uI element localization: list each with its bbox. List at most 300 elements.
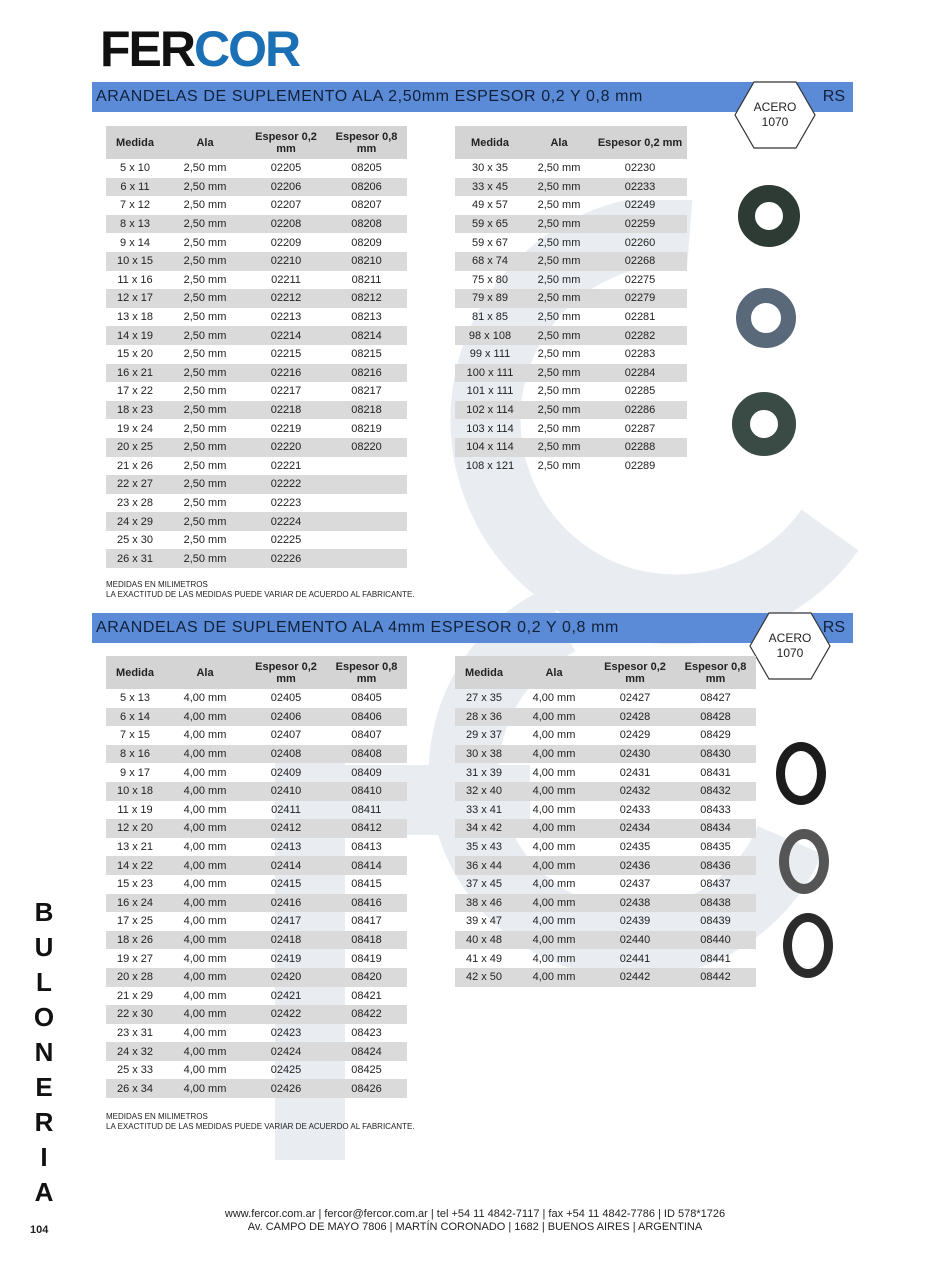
table-cell: 4,00 mm bbox=[513, 819, 595, 838]
table-cell: 08436 bbox=[675, 856, 756, 875]
table-cell: 2,50 mm bbox=[164, 549, 246, 568]
table-cell: 08440 bbox=[675, 931, 756, 950]
table-cell: 32 x 40 bbox=[455, 782, 513, 801]
table-row bbox=[455, 875, 756, 894]
table-row bbox=[106, 801, 407, 820]
washer-photo-2 bbox=[736, 288, 796, 348]
table-cell: 02224 bbox=[246, 512, 326, 531]
table-cell: 08431 bbox=[700, 766, 731, 779]
table-cell: 104 x 114 bbox=[455, 438, 525, 457]
table-row bbox=[106, 1079, 407, 1098]
table-cell: 02435 bbox=[619, 841, 651, 854]
table-row bbox=[455, 438, 687, 457]
table-cell: 20 x 28 bbox=[106, 968, 164, 987]
table-cell: 08429 bbox=[700, 729, 731, 742]
table-row bbox=[106, 1042, 407, 1061]
table-cell: 29 x 37 bbox=[465, 729, 503, 742]
table-row bbox=[455, 894, 756, 913]
table-cell: 08405 bbox=[351, 692, 382, 705]
table-cell: 02416 bbox=[246, 894, 326, 913]
table-row bbox=[455, 949, 756, 968]
table-row bbox=[106, 763, 407, 782]
table-header-row bbox=[455, 656, 756, 689]
table-cell: 2,50 mm bbox=[537, 459, 581, 472]
table-cell: 4,00 mm bbox=[513, 931, 595, 950]
table-cell: 98 x 108 bbox=[455, 326, 525, 345]
table-cell: 2,50 mm bbox=[183, 385, 227, 398]
table-cell: 2,50 mm bbox=[164, 438, 246, 457]
table-row bbox=[455, 401, 687, 420]
table-cell: 26 x 34 bbox=[106, 1079, 164, 1098]
table-row bbox=[455, 233, 687, 252]
table-row bbox=[106, 475, 407, 494]
table-row bbox=[455, 215, 687, 234]
table-cell: 08220 bbox=[326, 438, 407, 457]
table-cell: 02419 bbox=[270, 952, 302, 965]
table-cell: 02414 bbox=[246, 856, 326, 875]
table-cell: 4,00 mm bbox=[513, 968, 595, 987]
table-row bbox=[106, 968, 407, 987]
table-cell: 6 x 11 bbox=[106, 178, 164, 197]
table-cell: 2,50 mm bbox=[537, 422, 581, 435]
side-category-label bbox=[30, 895, 58, 1210]
table-row bbox=[106, 875, 407, 894]
table-cell: 02407 bbox=[270, 729, 302, 742]
table-row bbox=[106, 419, 407, 438]
table-cell: 02426 bbox=[246, 1079, 326, 1098]
table-cell: 02437 bbox=[619, 878, 651, 891]
table-cell: 02428 bbox=[595, 708, 675, 727]
table-cell: 2,50 mm bbox=[537, 162, 581, 175]
table-cell: 08415 bbox=[351, 878, 382, 891]
table-row bbox=[106, 159, 407, 178]
section-2-right-table bbox=[455, 656, 756, 987]
table-cell: 59 x 67 bbox=[471, 236, 509, 249]
section-1-note bbox=[106, 580, 415, 600]
table-row bbox=[106, 345, 407, 364]
table-cell: 08219 bbox=[351, 422, 382, 435]
table-row bbox=[106, 178, 407, 197]
table-cell: 08441 bbox=[700, 952, 731, 965]
table-row bbox=[455, 457, 687, 476]
table-cell: 4,00 mm bbox=[532, 803, 576, 816]
table-cell: 2,50 mm bbox=[537, 273, 581, 286]
table-cell: 08418 bbox=[326, 931, 407, 950]
table-cell: 02279 bbox=[593, 289, 687, 308]
table-cell bbox=[326, 494, 407, 513]
table-row bbox=[455, 819, 756, 838]
table-cell: 41 x 49 bbox=[465, 952, 503, 965]
table-cell: 49 x 57 bbox=[471, 199, 509, 212]
table-cell: 42 x 50 bbox=[455, 968, 513, 987]
table-cell: 02259 bbox=[593, 215, 687, 234]
table-cell: 12 x 20 bbox=[106, 819, 164, 838]
section-1-right-table bbox=[455, 126, 687, 475]
table-cell: 28 x 36 bbox=[455, 708, 513, 727]
column-header: Medida bbox=[106, 126, 164, 159]
table-cell: 2,50 mm bbox=[537, 385, 581, 398]
table-cell: 11 x 19 bbox=[117, 803, 153, 816]
table-cell: 2,50 mm bbox=[537, 348, 581, 361]
table-cell: 4,00 mm bbox=[513, 894, 595, 913]
table-cell: 08213 bbox=[351, 311, 382, 324]
table-cell: 4,00 mm bbox=[183, 766, 227, 779]
table-cell: 9 x 17 bbox=[120, 766, 150, 779]
table-cell: 33 x 45 bbox=[455, 178, 525, 197]
table-cell: 02412 bbox=[246, 819, 326, 838]
table-cell: 08417 bbox=[351, 915, 382, 928]
side-label-letter: B bbox=[34, 897, 54, 927]
table-row bbox=[106, 1024, 407, 1043]
table-row bbox=[455, 912, 756, 931]
table-cell: 02268 bbox=[593, 252, 687, 271]
section-1-title: ARANDELAS DE SUPLEMENTO ALA 2,50mm ESPESOR 0,2 Y 0,8 mm bbox=[96, 88, 643, 105]
table-cell: 08426 bbox=[326, 1079, 407, 1098]
table-cell: 2,50 mm bbox=[525, 178, 593, 197]
table-cell: 02216 bbox=[246, 364, 326, 383]
table-cell: 02422 bbox=[246, 1005, 326, 1024]
table-cell: 4,00 mm bbox=[164, 745, 246, 764]
table-cell: 31 x 39 bbox=[465, 766, 503, 779]
table-row bbox=[455, 763, 756, 782]
side-label-letter: R bbox=[34, 1107, 54, 1137]
section-1-note-line1: MEDIDAS EN MILIMETROS bbox=[106, 580, 208, 589]
table-row bbox=[106, 708, 407, 727]
table-cell: 02286 bbox=[593, 401, 687, 420]
table-row bbox=[455, 382, 687, 401]
table-header-row bbox=[106, 126, 407, 159]
column-header: Ala bbox=[525, 126, 593, 159]
table-cell: 08428 bbox=[675, 708, 756, 727]
table-cell: 26 x 31 bbox=[106, 549, 164, 568]
table-cell: 12 x 17 bbox=[106, 289, 164, 308]
table-cell: 08407 bbox=[351, 729, 382, 742]
table-cell: 02405 bbox=[270, 692, 302, 705]
table-cell: 02429 bbox=[619, 729, 651, 742]
table-cell: 08406 bbox=[326, 708, 407, 727]
table-cell: 2,50 mm bbox=[164, 475, 246, 494]
section-2-note-line2: LA EXACTITUD DE LAS MEDIDAS PUEDE VARIAR DE ACUERDO AL FABRICANTE. bbox=[106, 1122, 415, 1131]
table-cell: 2,50 mm bbox=[525, 438, 593, 457]
table-cell: 08420 bbox=[326, 968, 407, 987]
side-label-letter: A bbox=[34, 1177, 54, 1207]
table-row bbox=[106, 289, 407, 308]
table-row bbox=[106, 838, 407, 857]
table-cell: 4,00 mm bbox=[164, 782, 246, 801]
table-cell: 02207 bbox=[270, 199, 302, 212]
table-cell: 4,00 mm bbox=[183, 952, 227, 965]
table-row bbox=[455, 196, 687, 215]
table-row bbox=[106, 494, 407, 513]
table-cell: 08438 bbox=[675, 894, 756, 913]
table-cell: 4,00 mm bbox=[513, 745, 595, 764]
table-cell: 02288 bbox=[593, 438, 687, 457]
table-cell: 30 x 35 bbox=[471, 162, 509, 175]
table-cell: 02220 bbox=[246, 438, 326, 457]
table-cell: 08412 bbox=[326, 819, 407, 838]
table-cell: 02425 bbox=[270, 1064, 302, 1077]
table-cell: 25 x 30 bbox=[116, 534, 154, 547]
table-cell: 02206 bbox=[246, 178, 326, 197]
footer bbox=[150, 1208, 800, 1234]
section-2-code: RS bbox=[822, 619, 845, 636]
section-1-left-table bbox=[106, 126, 407, 568]
table-cell: 37 x 45 bbox=[465, 878, 503, 891]
table-row bbox=[455, 968, 756, 987]
table-cell: 2,50 mm bbox=[164, 178, 246, 197]
table-cell: 4,00 mm bbox=[164, 931, 246, 950]
table-cell bbox=[326, 457, 407, 476]
table-row bbox=[106, 856, 407, 875]
table-cell: 02440 bbox=[595, 931, 675, 950]
table-cell: 6 x 14 bbox=[106, 708, 164, 727]
table-cell: 02408 bbox=[246, 745, 326, 764]
table-cell: 2,50 mm bbox=[183, 236, 227, 249]
table-cell: 4,00 mm bbox=[164, 819, 246, 838]
table-cell: 81 x 85 bbox=[471, 311, 509, 324]
table-row bbox=[106, 326, 407, 345]
table-cell: 38 x 46 bbox=[455, 894, 513, 913]
table-cell: 4,00 mm bbox=[164, 894, 246, 913]
table-row bbox=[106, 252, 407, 271]
table-cell: 02427 bbox=[619, 692, 651, 705]
table-cell: 20 x 25 bbox=[106, 438, 164, 457]
table-cell: 101 x 111 bbox=[466, 385, 514, 398]
table-cell: 02287 bbox=[624, 422, 656, 435]
table-cell: 02284 bbox=[593, 364, 687, 383]
table-cell: 02211 bbox=[271, 273, 301, 286]
table-cell: 8 x 13 bbox=[106, 215, 164, 234]
table-cell: 4,00 mm bbox=[513, 708, 595, 727]
table-row bbox=[106, 308, 407, 327]
table-row bbox=[106, 689, 407, 708]
column-header: Ala bbox=[164, 126, 246, 159]
table-cell: 2,50 mm bbox=[164, 401, 246, 420]
table-cell bbox=[326, 549, 407, 568]
table-row bbox=[106, 364, 407, 383]
table-row bbox=[455, 308, 687, 327]
table-cell: 34 x 42 bbox=[455, 819, 513, 838]
table-cell: 08437 bbox=[700, 878, 731, 891]
table-cell: 16 x 24 bbox=[106, 894, 164, 913]
table-cell: 2,50 mm bbox=[183, 348, 227, 361]
table-cell: 02222 bbox=[246, 475, 326, 494]
section-1-code: RS bbox=[822, 88, 845, 105]
table-cell: 08408 bbox=[326, 745, 407, 764]
table-row bbox=[455, 931, 756, 950]
table-cell: 19 x 24 bbox=[116, 422, 154, 435]
column-header: Medida bbox=[455, 656, 513, 689]
table-header-row bbox=[455, 126, 687, 159]
table-cell: 4,00 mm bbox=[183, 878, 227, 891]
table-cell: 27 x 35 bbox=[465, 692, 503, 705]
table-cell: 5 x 13 bbox=[120, 692, 150, 705]
table-row bbox=[455, 689, 756, 708]
table-cell: 10 x 18 bbox=[106, 782, 164, 801]
table-row bbox=[106, 531, 407, 550]
table-cell: 02213 bbox=[270, 311, 302, 324]
table-cell: 02219 bbox=[270, 422, 302, 435]
table-cell: 2,50 mm bbox=[183, 162, 227, 175]
table-cell: 02413 bbox=[270, 841, 302, 854]
table-cell: 08433 bbox=[700, 803, 731, 816]
table-cell: 08216 bbox=[326, 364, 407, 383]
table-row bbox=[455, 289, 687, 308]
table-cell: 02285 bbox=[624, 385, 656, 398]
table-cell: 4,00 mm bbox=[513, 782, 595, 801]
table-cell: 4,00 mm bbox=[532, 841, 576, 854]
table-cell: 08416 bbox=[326, 894, 407, 913]
table-row bbox=[455, 364, 687, 383]
table-cell: 33 x 41 bbox=[465, 803, 503, 816]
section-1-note-line2: LA EXACTITUD DE LAS MEDIDAS PUEDE VARIAR DE ACUERDO AL FABRICANTE. bbox=[106, 590, 415, 599]
table-row bbox=[455, 252, 687, 271]
table-cell: 2,50 mm bbox=[537, 236, 581, 249]
table-row bbox=[106, 987, 407, 1006]
table-cell: 4,00 mm bbox=[513, 856, 595, 875]
table-cell: 24 x 29 bbox=[106, 512, 164, 531]
table-row bbox=[455, 159, 687, 178]
footer-address: Av. CAMPO DE MAYO 7806 | MARTÍN CORONADO | 1682 | BUENOS AIRES | ARGENTINA bbox=[247, 1221, 703, 1233]
table-cell: 4,00 mm bbox=[532, 729, 576, 742]
table-cell: 2,50 mm bbox=[183, 311, 227, 324]
section-1-material-grade: 1070 bbox=[761, 115, 789, 129]
table-cell: 08422 bbox=[326, 1005, 407, 1024]
table-cell: 36 x 44 bbox=[455, 856, 513, 875]
table-row bbox=[455, 838, 756, 857]
table-cell: 08206 bbox=[326, 178, 407, 197]
table-cell: 02223 bbox=[270, 496, 302, 509]
section-2-header-band bbox=[92, 613, 853, 643]
table-cell: 02439 bbox=[619, 915, 651, 928]
table-cell: 4,00 mm bbox=[532, 766, 576, 779]
table-cell: 2,50 mm bbox=[525, 252, 593, 271]
table-cell: 02423 bbox=[270, 1026, 302, 1039]
table-cell: 02432 bbox=[595, 782, 675, 801]
table-cell bbox=[326, 531, 407, 550]
column-header: Espesor 0,2 mm bbox=[595, 656, 675, 689]
table-row bbox=[106, 726, 407, 745]
table-cell: 4,00 mm bbox=[164, 1005, 246, 1024]
table-cell: 02424 bbox=[246, 1042, 326, 1061]
table-cell: 4,00 mm bbox=[183, 989, 227, 1002]
table-cell: 08214 bbox=[326, 326, 407, 345]
table-row bbox=[455, 801, 756, 820]
table-cell: 02210 bbox=[246, 252, 326, 271]
table-row bbox=[455, 178, 687, 197]
table-cell: 02212 bbox=[246, 289, 326, 308]
table-row bbox=[106, 457, 407, 476]
column-header: Ala bbox=[513, 656, 595, 689]
section-2-title: ARANDELAS DE SUPLEMENTO ALA 4mm ESPESOR 0,2 Y 0,8 mm bbox=[96, 619, 619, 636]
table-cell: 02275 bbox=[624, 273, 656, 286]
section-2-note-line1: MEDIDAS EN MILIMETROS bbox=[106, 1112, 208, 1121]
table-cell: 02208 bbox=[246, 215, 326, 234]
table-cell bbox=[326, 475, 407, 494]
table-cell: 2,50 mm bbox=[537, 311, 581, 324]
table-cell: 02442 bbox=[595, 968, 675, 987]
table-cell: 08442 bbox=[675, 968, 756, 987]
brand-logo bbox=[100, 21, 300, 77]
side-label-letter: U bbox=[34, 932, 54, 962]
table-cell: 75 x 80 bbox=[471, 273, 509, 286]
table-cell: 23 x 28 bbox=[116, 496, 154, 509]
table-row bbox=[455, 782, 756, 801]
table-cell: 08217 bbox=[351, 385, 382, 398]
table-cell bbox=[326, 512, 407, 531]
table-cell: 2,50 mm bbox=[164, 215, 246, 234]
table-cell: 02433 bbox=[619, 803, 651, 816]
table-cell: 4,00 mm bbox=[183, 803, 227, 816]
table-row bbox=[106, 549, 407, 568]
side-label-letter: L bbox=[36, 967, 52, 997]
table-cell: 08434 bbox=[675, 819, 756, 838]
table-cell: 9 x 14 bbox=[120, 236, 150, 249]
table-cell: 8 x 16 bbox=[106, 745, 164, 764]
column-header: Espesor 0,2 mm bbox=[593, 126, 687, 159]
table-row bbox=[106, 1061, 407, 1080]
table-cell: 22 x 30 bbox=[106, 1005, 164, 1024]
table-cell: 08427 bbox=[700, 692, 731, 705]
table-row bbox=[106, 401, 407, 420]
table-cell: 4,00 mm bbox=[532, 915, 576, 928]
table-row bbox=[455, 745, 756, 764]
footer-contact: www.fercor.com.ar | fercor@fercor.com.ar | tel +54 11 4842-7117 | fax +54 11 4842-7786 | ID 578*1726 bbox=[224, 1208, 726, 1220]
table-cell: 68 x 74 bbox=[455, 252, 525, 271]
table-cell: 4,00 mm bbox=[164, 1079, 246, 1098]
table-cell: 79 x 89 bbox=[455, 289, 525, 308]
table-cell: 4,00 mm bbox=[183, 1026, 227, 1039]
table-cell: 14 x 19 bbox=[106, 326, 164, 345]
table-cell: 59 x 65 bbox=[455, 215, 525, 234]
table-cell: 2,50 mm bbox=[525, 364, 593, 383]
table-cell: 08409 bbox=[351, 766, 382, 779]
table-cell: 02436 bbox=[595, 856, 675, 875]
table-cell: 08419 bbox=[351, 952, 382, 965]
table-row bbox=[455, 345, 687, 364]
table-cell: 40 x 48 bbox=[455, 931, 513, 950]
brand-logo-part2: COR bbox=[194, 21, 300, 77]
table-row bbox=[106, 1005, 407, 1024]
table-cell: 18 x 23 bbox=[106, 401, 164, 420]
washer-photo-4 bbox=[776, 742, 826, 805]
table-row bbox=[106, 215, 407, 234]
table-row bbox=[455, 726, 756, 745]
table-cell: 2,50 mm bbox=[525, 326, 593, 345]
section-2-material-badge bbox=[748, 611, 832, 681]
table-cell: 2,50 mm bbox=[183, 459, 227, 472]
washer-photo-3 bbox=[732, 392, 796, 456]
table-cell: 99 x 111 bbox=[469, 348, 511, 361]
table-cell: 02406 bbox=[246, 708, 326, 727]
table-row bbox=[455, 326, 687, 345]
table-cell: 24 x 32 bbox=[106, 1042, 164, 1061]
section-1-material-badge bbox=[733, 80, 817, 150]
table-cell: 4,00 mm bbox=[164, 1042, 246, 1061]
table-row bbox=[106, 949, 407, 968]
table-cell: 18 x 26 bbox=[106, 931, 164, 950]
column-header: Medida bbox=[106, 656, 164, 689]
table-cell: 14 x 22 bbox=[106, 856, 164, 875]
table-cell: 02420 bbox=[246, 968, 326, 987]
table-cell: 08218 bbox=[326, 401, 407, 420]
table-cell: 08209 bbox=[351, 236, 382, 249]
table-cell: 21 x 29 bbox=[116, 989, 154, 1002]
column-header: Espesor 0,2 mm bbox=[246, 126, 326, 159]
table-cell: 02205 bbox=[270, 162, 302, 175]
table-cell: 02441 bbox=[619, 952, 651, 965]
table-cell: 4,00 mm bbox=[532, 952, 576, 965]
